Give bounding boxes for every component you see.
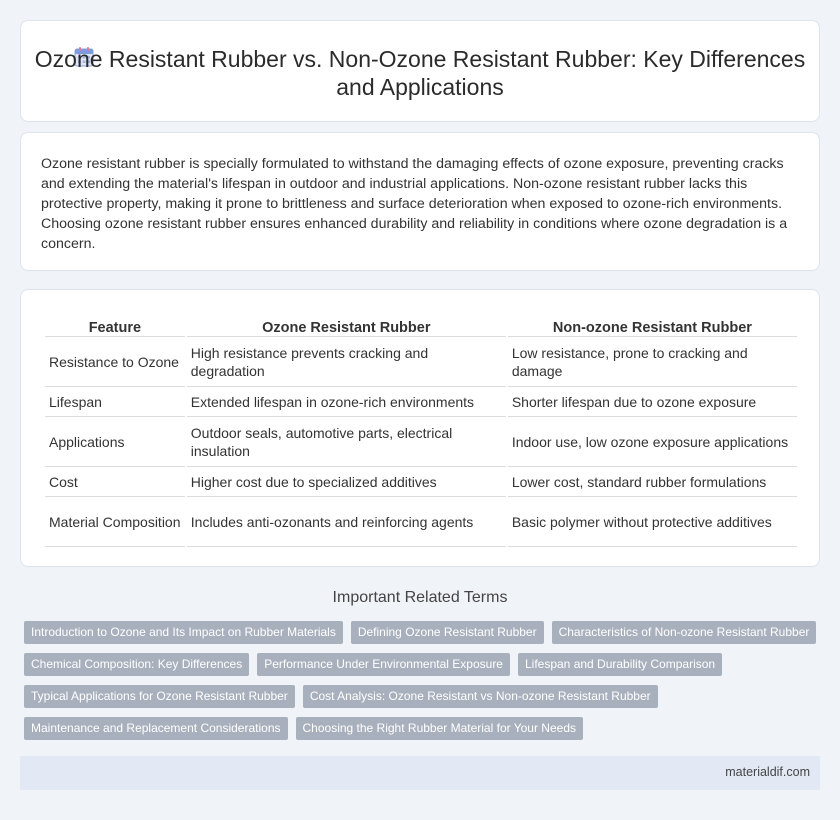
table-cell: Material Composition bbox=[45, 497, 185, 547]
table-row bbox=[45, 387, 797, 417]
table-cell: Outdoor seals, automotive parts, electrical insulation bbox=[187, 417, 506, 467]
table-header-ozone-resistant: Ozone Resistant Rubber bbox=[187, 315, 506, 337]
table-header-feature: Feature bbox=[45, 315, 185, 337]
table-header-row bbox=[45, 315, 797, 337]
related-term-tag[interactable]: Chemical Composition: Key Differences bbox=[24, 653, 249, 676]
table-cell: Includes anti-ozonants and reinforcing agents bbox=[187, 497, 506, 547]
related-term-tag[interactable]: Performance Under Environmental Exposure bbox=[257, 653, 510, 676]
intro-card bbox=[20, 132, 820, 271]
intro-paragraph: Ozone resistant rubber is specially formulated to withstand the damaging effects of ozone exposure, preventing cracks and extending the material's lifespan in outdoor and industrial applications. Non-ozone resistant rubber lacks this protective property, making it prone to brittleness and surface deterioration when exposed to ozone-rich environments. Choosing ozone resistant rubber ensures enhanced durability and reliability in conditions where ozone degradation is a concern. bbox=[41, 156, 788, 252]
table-row bbox=[45, 497, 797, 547]
related-terms-heading: Important Related Terms bbox=[332, 589, 508, 606]
table-cell: Shorter lifespan due to ozone exposure bbox=[508, 387, 797, 417]
footer-site-link[interactable]: materialdif.com bbox=[725, 765, 810, 779]
table-cell: Resistance to Ozone bbox=[45, 337, 185, 387]
related-term-tag[interactable]: Lifespan and Durability Comparison bbox=[518, 653, 722, 676]
related-term-tag[interactable]: Characteristics of Non-ozone Resistant Rubber bbox=[552, 621, 817, 644]
table-cell: Extended lifespan in ozone-rich environments bbox=[187, 387, 506, 417]
table-cell: High resistance prevents cracking and degradation bbox=[187, 337, 506, 387]
table-cell: Lifespan bbox=[45, 387, 185, 417]
table-row bbox=[45, 467, 797, 497]
table-row bbox=[45, 417, 797, 467]
related-term-tag[interactable]: Typical Applications for Ozone Resistant Rubber bbox=[24, 685, 295, 708]
related-term-tag[interactable]: Choosing the Right Rubber Material for Your Needs bbox=[296, 717, 584, 740]
table-cell: Cost bbox=[45, 467, 185, 497]
table-header-non-ozone-resistant: Non-ozone Resistant Rubber bbox=[508, 315, 797, 337]
comparison-table bbox=[43, 315, 799, 547]
related-term-tag[interactable]: Defining Ozone Resistant Rubber bbox=[351, 621, 544, 644]
table-cell: Lower cost, standard rubber formulations bbox=[508, 467, 797, 497]
related-term-tag[interactable]: Introduction to Ozone and Its Impact on Rubber Materials bbox=[24, 621, 343, 644]
footer bbox=[20, 756, 820, 790]
table-cell: Indoor use, low ozone exposure applications bbox=[508, 417, 797, 467]
title-card bbox=[20, 20, 820, 122]
table-cell: Low resistance, prone to cracking and damage bbox=[508, 337, 797, 387]
table-cell: Higher cost due to specialized additives bbox=[187, 467, 506, 497]
table-row bbox=[45, 337, 797, 387]
related-term-tag[interactable]: Cost Analysis: Ozone Resistant vs Non-ozone Resistant Rubber bbox=[303, 685, 658, 708]
related-term-tag[interactable]: Maintenance and Replacement Considerations bbox=[24, 717, 288, 740]
table-cell: Applications bbox=[45, 417, 185, 467]
comparison-table-card bbox=[20, 289, 820, 567]
table-cell: Basic polymer without protective additives bbox=[508, 497, 797, 547]
related-terms-list bbox=[24, 621, 820, 740]
page-title: Ozone Resistant Rubber vs. Non-Ozone Resistant Rubber: Key Differences and Applications bbox=[34, 46, 806, 100]
